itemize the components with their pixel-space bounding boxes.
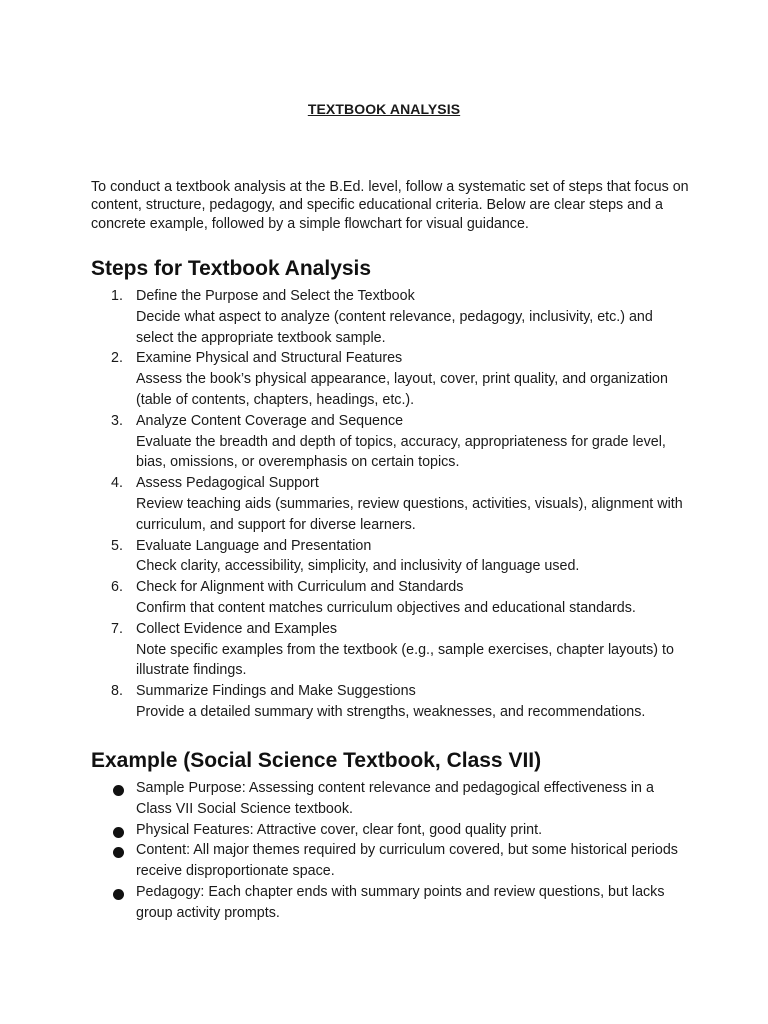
step-title: Collect Evidence and Examples — [136, 620, 338, 637]
step-title: Summarize Findings and Make Suggestions — [136, 683, 416, 700]
step-item — [91, 473, 691, 535]
step-item — [91, 348, 691, 410]
step-title: Evaluate Language and Presentation — [136, 537, 372, 554]
example-item-text: Sample Purpose: Assessing content relevance and pedagogical effectiveness in a Class VII Social Science textbook. — [136, 780, 654, 817]
bullet-icon — [113, 827, 124, 838]
steps-list — [91, 286, 691, 723]
step-description: Assess the book’s physical appearance, layout, cover, print quality, and organization (table of contents, chapters, headings, etc.). — [136, 371, 668, 408]
intro-paragraph: To conduct a textbook analysis at the B.Ed. level, follow a systematic set of steps that focus on content, structure, pedagogy, and specific educational criteria. Below are clear steps and a concrete example, followed by a simple flowchart for visual guidance. — [91, 179, 689, 232]
document-title: TEXTBOOK ANALYSIS — [307, 101, 461, 117]
step-title: Check for Alignment with Curriculum and Standards — [136, 579, 464, 596]
bullet-icon — [113, 847, 124, 858]
example-item — [91, 840, 691, 882]
bullet-icon — [113, 785, 124, 796]
step-number: 2. — [111, 350, 123, 367]
step-number: 3. — [111, 412, 123, 429]
step-item — [91, 577, 691, 619]
step-item — [91, 681, 691, 723]
example-list — [91, 778, 691, 924]
step-item — [91, 619, 691, 681]
step-title: Examine Physical and Structural Features — [136, 350, 403, 367]
step-number: 4. — [111, 475, 123, 492]
step-item — [91, 536, 691, 578]
step-description: Provide a detailed summary with strengths, weaknesses, and recommendations. — [136, 703, 646, 720]
step-number: 8. — [111, 683, 123, 700]
step-description: Review teaching aids (summaries, review questions, activities, visuals), alignment with curriculum, and support for diverse learners. — [136, 495, 683, 533]
example-item — [91, 882, 691, 924]
example-item-text: Content: All major themes required by curriculum covered, but some historical periods receive disproportionate space. — [136, 842, 678, 880]
step-description: Note specific examples from the textbook (e.g., sample exercises, chapter layouts) to illustrate findings. — [136, 641, 674, 679]
example-item — [91, 778, 691, 820]
step-title: Assess Pedagogical Support — [136, 475, 319, 492]
step-title: Define the Purpose and Select the Textbook — [136, 288, 415, 304]
step-description: Confirm that content matches curriculum objectives and educational standards. — [136, 599, 636, 616]
step-item — [91, 286, 691, 348]
step-description: Decide what aspect to analyze (content relevance, pedagogy, inclusivity, etc.) and select the appropriate textbook sample. — [136, 308, 653, 346]
steps-heading: Steps for Textbook Analysis — [91, 257, 372, 280]
step-number: 1. — [111, 288, 123, 304]
step-number: 5. — [111, 537, 123, 554]
step-item — [91, 411, 691, 473]
bullet-icon — [113, 889, 124, 900]
example-heading: Example (Social Science Textbook, Class VII) — [91, 749, 542, 772]
step-title: Analyze Content Coverage and Sequence — [136, 412, 404, 429]
example-item-text: Pedagogy: Each chapter ends with summary points and review questions, but lacks group activity prompts. — [136, 883, 665, 921]
step-number: 6. — [111, 579, 123, 596]
step-number: 7. — [111, 620, 123, 637]
example-item — [91, 820, 691, 841]
step-description: Check clarity, accessibility, simplicity, and inclusivity of language used. — [136, 558, 580, 575]
example-item-text: Physical Features: Attractive cover, clear font, good quality print. — [136, 821, 543, 838]
step-description: Evaluate the breadth and depth of topics, accuracy, appropriateness for grade level, bias, omissions, or overemphasis on certain topics. — [136, 433, 666, 471]
